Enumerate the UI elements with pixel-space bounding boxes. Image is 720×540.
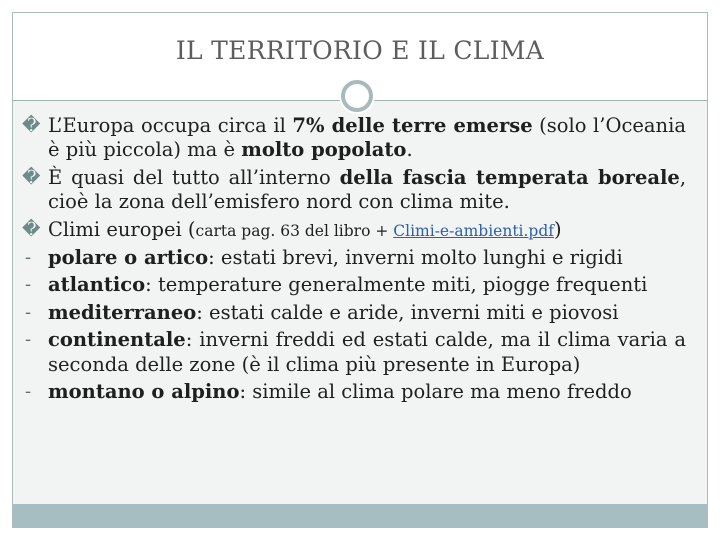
climate-text — [48, 380, 686, 404]
text-run-bold: 7% delle terre emerse — [292, 114, 533, 137]
bullet-item — [22, 114, 686, 163]
climate-item — [22, 301, 686, 325]
climate-text — [48, 273, 686, 297]
text-run: È quasi del tutto all’interno — [48, 165, 340, 189]
text-run-small: carta pag. 63 del libro + — [195, 221, 394, 240]
text-run: Climi europei ( — [48, 217, 196, 241]
climate-name: montano o alpino — [48, 380, 240, 404]
climate-desc: : estati brevi, inverni molto lunghi e rigidi — [208, 246, 623, 270]
climate-desc: : inverni freddi ed estati calde, ma il clima varia a seconda delle zone (è il clima più presente in Europa) — [48, 328, 686, 376]
bullet-text — [48, 218, 686, 243]
climate-text — [48, 301, 686, 325]
bullet-marker: � — [22, 218, 41, 240]
bottom-bar — [13, 504, 707, 527]
climate-name: continentale — [48, 328, 186, 352]
text-run: ) — [554, 217, 562, 241]
text-run: L’Europa occupa circa il — [48, 114, 293, 137]
slide-title: IL TERRITORIO E IL CLIMA — [175, 36, 545, 65]
climate-desc: : simile al clima polare ma meno freddo — [239, 380, 632, 404]
climate-item — [22, 380, 686, 404]
climate-name: atlantico — [48, 273, 146, 297]
dash-marker: - — [25, 247, 32, 269]
dash-marker: - — [25, 329, 32, 351]
text-run: (solo l’Oceania è più piccola) ma è — [48, 114, 686, 162]
bullet-marker: � — [22, 115, 41, 136]
pdf-link[interactable]: Climi-e-ambienti.pdf — [393, 221, 555, 240]
climate-desc: : estati calde e aride, inverni miti e piovosi — [196, 300, 619, 324]
dash-marker: - — [25, 274, 32, 296]
climate-name: polare o artico — [48, 246, 209, 270]
bullet-text — [48, 114, 686, 163]
climate-desc: : temperature generalmente miti, piogge frequenti — [145, 273, 648, 297]
text-run: . — [406, 138, 413, 162]
bullet-text — [48, 166, 686, 215]
dash-marker: - — [25, 301, 32, 323]
ring-ornament — [341, 80, 373, 112]
slide-content — [22, 114, 686, 407]
bullet-marker: � — [22, 166, 41, 188]
climate-text — [48, 246, 686, 270]
bullet-item — [22, 166, 686, 215]
text-run: , cioè la zona dell’emisfero nord con clima mite. — [48, 165, 687, 214]
climate-name: mediterraneo — [48, 300, 197, 324]
climate-item — [22, 328, 686, 377]
dash-marker: - — [25, 381, 32, 403]
climate-item — [22, 246, 686, 270]
text-run-bold: molto popolato — [241, 138, 407, 162]
climate-text — [48, 328, 686, 377]
climate-item — [22, 273, 686, 297]
bullet-item — [22, 218, 686, 243]
text-run-bold: della fascia temperata boreale — [339, 165, 680, 189]
